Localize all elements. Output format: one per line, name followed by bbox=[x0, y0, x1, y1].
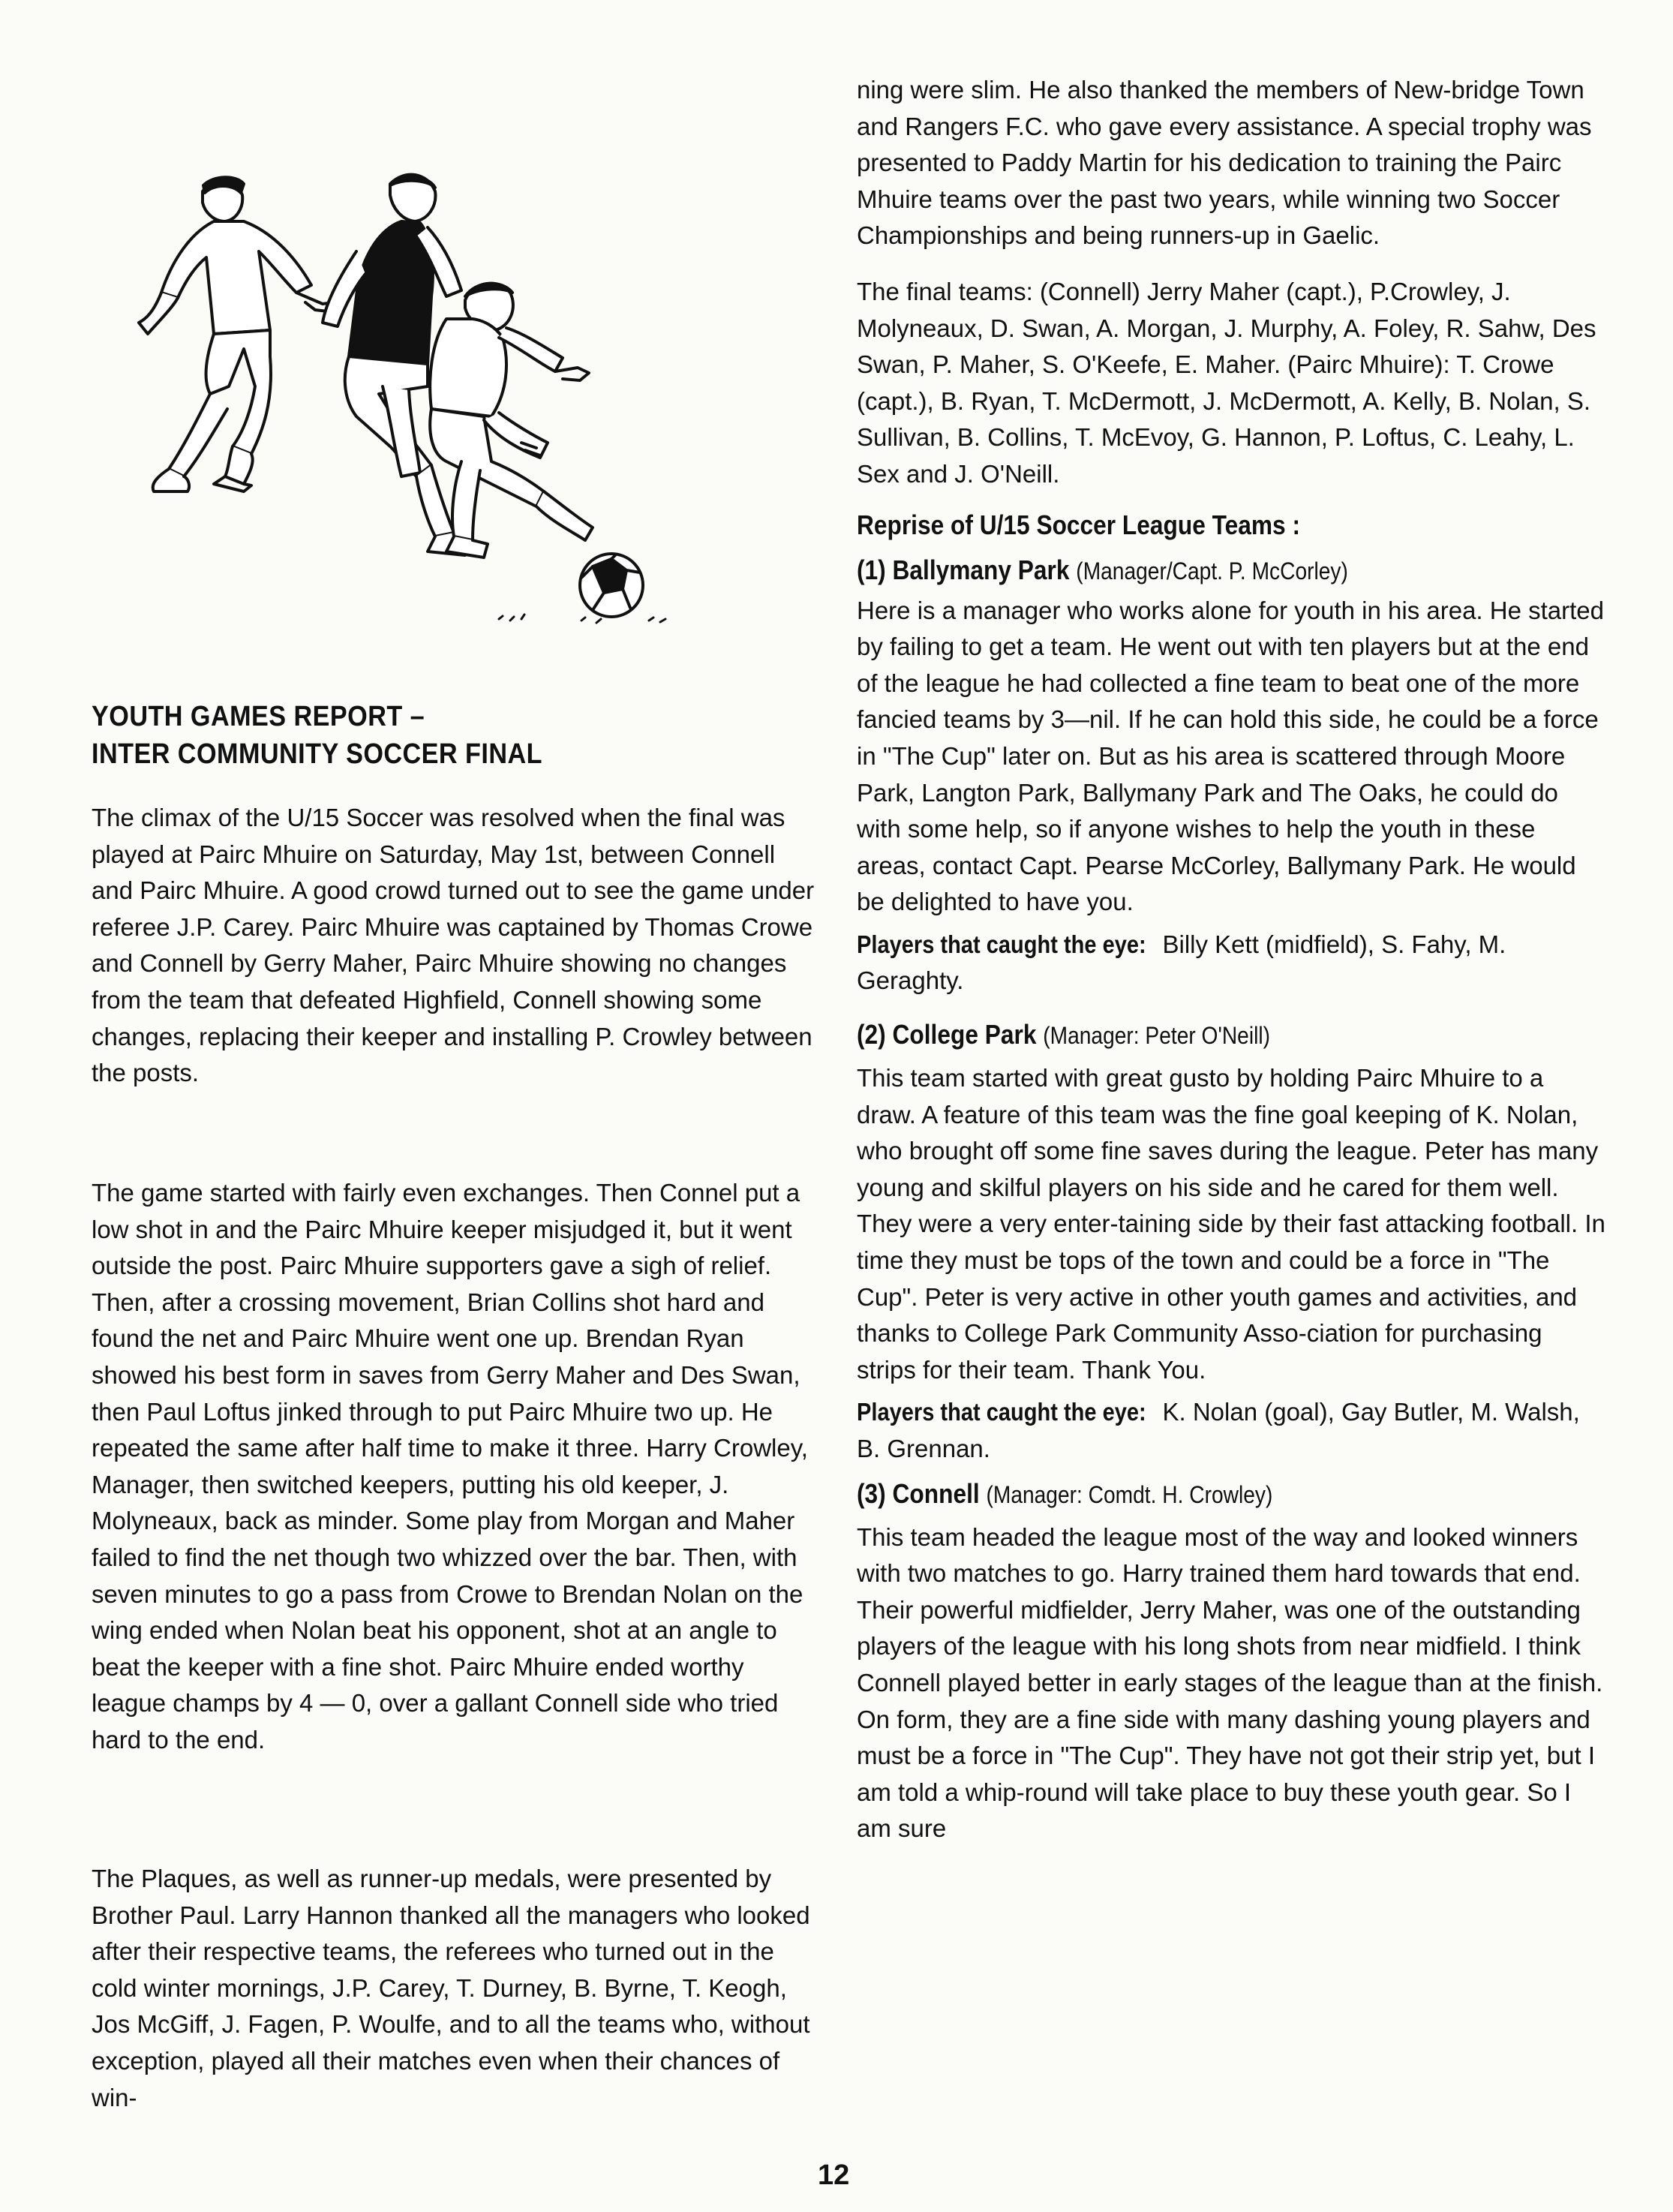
article-paragraph-2: The game started with fairly even exchanges. Then Connel put a low shot in and the Pairc Mhuire keeper misjudged it, but it went outside the post. Pairc Mhuire supporters gave a sigh of relief. Then, after a crossing movement, Brian Collins shot hard and found the net and Pairc Mhuire went one up. Brendan Ryan showed his best form in saves from Gerry Maher and Des Swan, then Paul Loftus jinked through to put Pairc Mhuire two up. He repeated the same after half time to make it three. Harry Crowley, Manager, then switched keepers, putting his old keeper, J. Molyneaux, back as minder. Some play from Morgan and Maher failed to find the net though two whizzed over the bar. Then, with seven minutes to go a pass from Crowe to Brendan Nolan on the wing ended when Nolan beat his opponent, shot at an angle to beat the keeper with a fine shot. Pairc Mhuire ended worthy league champs by 4 — 0, over a gallant Connell side who tried hard to the end. bbox=[92, 1179, 808, 1754]
team-1-text: Here is a manager who works alone for youth in his area. He started by failing to get a team. He went out with ten players but at the end of the league he had collected a fine team to beat one of the more fancied teams by 3—nil. If he can hold this side, he could be a force in "The Cup" later on. But as his area is scattered through Moore Park, Langton Park, Ballymany Park and The Oaks, he could do with some help, so if anyone wishes to help the youth in these areas, contact Capt. Pearse McCorley, Ballymany Park. He would be delighted to have you. bbox=[857, 596, 1604, 916]
article-paragraph-1: The climax of the U/15 Soccer was resolved when the final was played at Pairc Mhuire on Saturday, May 1st, between Connell and Pairc Mhuire. A good crowd turned out to see the game under referee J.P. Carey. Pairc Mhuire was captained by Thomas Crowe and Connell by Gerry Maher, Pairc Mhuire showing no changes from the team that defeated Highfield, Connell showing some changes, replacing their keeper and installing P. Crowley between the posts. bbox=[92, 804, 815, 1087]
team-1-manager: (Manager/Capt. P. McCorley) bbox=[1076, 557, 1348, 585]
page-number: 12 bbox=[818, 2159, 850, 2191]
team-2-eye-text: K. Nolan (goal), Gay Butler, M. Walsh, B. Grennan. bbox=[857, 1398, 1580, 1462]
right-column bbox=[857, 72, 1607, 1847]
team-2-heading bbox=[857, 1016, 1517, 1054]
article-paragraph-4: ning were slim. He also thanked the members of New-bridge Town and Rangers F.C. who gave every assistance. A special trophy was presented to Paddy Martin for his dedication to training the Pairc Mhuire teams over the past two years, while winning two Soccer Championships and being runners-up in Gaelic. bbox=[857, 76, 1592, 250]
headline-line-1: YOUTH GAMES REPORT – bbox=[92, 701, 425, 732]
headline-line-2: INTER COMMUNITY SOCCER FINAL bbox=[92, 738, 542, 770]
article-headline bbox=[92, 698, 743, 773]
team-3-manager: (Manager: Comdt. H. Crowley) bbox=[986, 1480, 1273, 1508]
team-1-eye bbox=[857, 927, 1607, 999]
soccer-players-illustration bbox=[131, 161, 724, 642]
team-1-eye-label: Players that caught the eye: bbox=[857, 930, 1146, 958]
team-3-title: (3) Connell bbox=[857, 1477, 980, 1509]
team-1-title: (1) Ballymany Park bbox=[857, 554, 1070, 585]
team-1-heading bbox=[857, 551, 1517, 590]
team-2-eye bbox=[857, 1394, 1607, 1467]
team-1-eye-text: Billy Kett (midfield), S. Fahy, M. Geraghty. bbox=[857, 930, 1506, 995]
team-2-title: (2) College Park bbox=[857, 1019, 1037, 1050]
article-paragraph-3: The Plaques, as well as runner-up medals, were presented by Brother Paul. Larry Hannon thanked all the managers who looked after their respective teams, the referees who turned out in the cold winter mornings, J.P. Carey, T. Durney, B. Byrne, T. Keogh, Jos McGiff, J. Fagen, P. Woulfe, and to all the teams who, without exception, played all their matches even when their chances of win- bbox=[92, 1865, 810, 2111]
final-teams-paragraph: The final teams: (Connell) Jerry Maher (capt.), P.Crowley, J. Molyneaux, D. Swan, A. Morgan, J. Murphy, A. Foley, R. Sahw, Des Swan, P. Maher, S. O'Keefe, E. Maher. (Pairc Mhuire): T. Crowe (capt.), B. Ryan, T. McDermott, J. McDermott, A. Kelly, B. Nolan, S. Sullivan, B. Collins, T. McEvoy, G. Hannon, P. Loftus, C. Leahy, L. Sex and J. O'Neill. bbox=[857, 277, 1596, 488]
team-2-eye-label: Players that caught the eye: bbox=[857, 1398, 1146, 1426]
team-3-text: This team headed the league most of the way and looked winners with two matches to go. Harry trained them hard towards that end. Their powerful midfielder, Jerry Maher, was one of the outstanding players of the league with his long shots from near midfield. I think Connell played better in early stages of the league than at the finish. On form, they are a fine side with many dashing young players and must be a force in "The Cup". They have not got their strip yet, but I am told a whip-round will take place to buy these youth gear. So I am sure bbox=[857, 1522, 1603, 1843]
reprise-heading: Reprise of U/15 Soccer League Teams : bbox=[857, 509, 1301, 540]
team-2-text: This team started with great gusto by holding Pairc Mhuire to a draw. A feature of this team was the fine goal keeping of K. Nolan, who brought off some fine saves during the league. Peter has many young and skilful players on his side and he cared for them well. They were a very enter-taining side by their fast attacking football. In time they must be tops of the town and could be a force in "The Cup". Peter is very active in other youth games and activities, and thanks to College Park Community Asso-ciation for purchasing strips for their team. Thank You. bbox=[857, 1064, 1605, 1384]
team-2-manager: (Manager: Peter O'Neill) bbox=[1043, 1022, 1270, 1050]
team-3-heading bbox=[857, 1475, 1517, 1513]
